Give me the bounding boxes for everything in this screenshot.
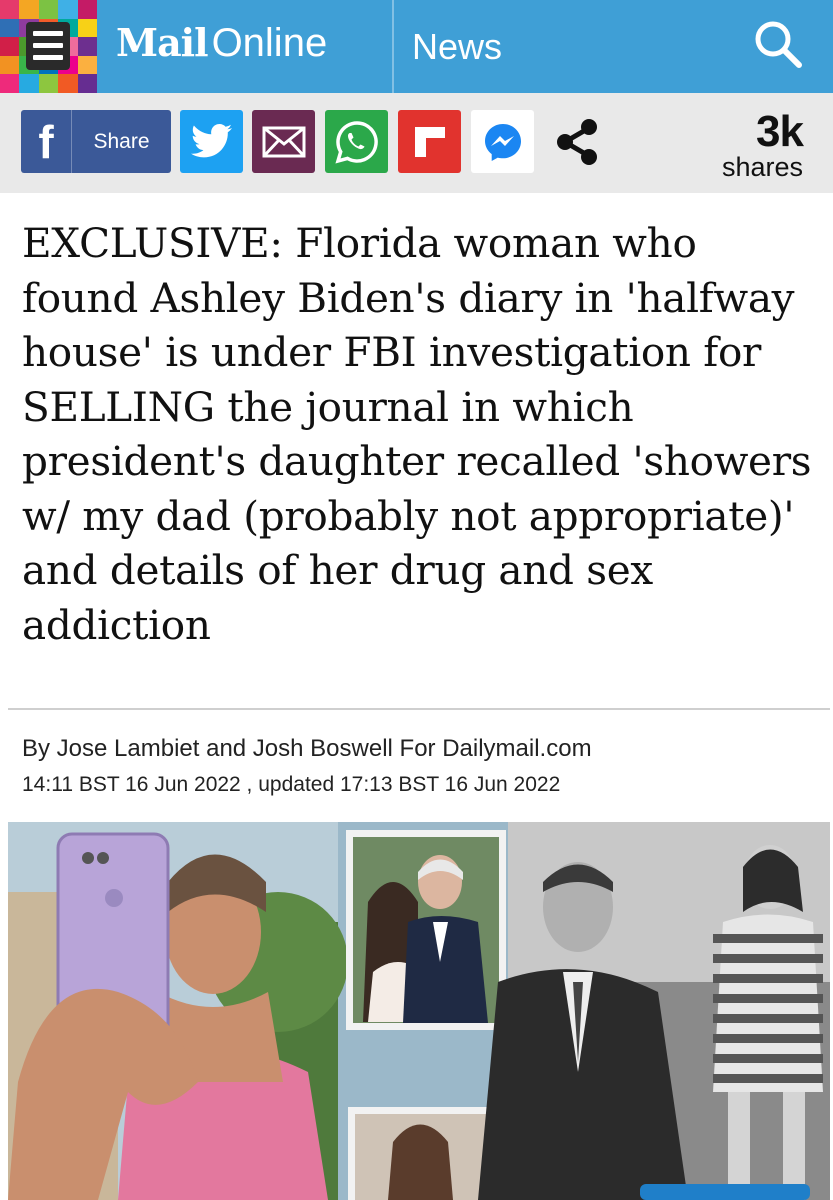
- more-share-button[interactable]: [545, 110, 608, 173]
- menu-icon[interactable]: [26, 22, 70, 70]
- mosaic-tile: [0, 37, 19, 56]
- email-share-button[interactable]: [252, 110, 315, 173]
- whatsapp-share-button[interactable]: [325, 110, 388, 173]
- share-bar: [0, 93, 833, 193]
- email-icon: [262, 126, 306, 158]
- article-byline: By Jose Lambiet and Josh Boswell For Dailymail.com: [22, 735, 592, 762]
- twitter-share-button[interactable]: [180, 110, 243, 173]
- header-divider: [392, 0, 394, 93]
- headline-divider: [8, 708, 830, 710]
- site-header: [0, 0, 833, 93]
- facebook-icon: f: [21, 110, 72, 173]
- mosaic-tile: [0, 56, 19, 75]
- mosaic-tile: [0, 74, 19, 93]
- article-hero-image[interactable]: [8, 822, 830, 1200]
- mosaic-tile: [78, 56, 97, 75]
- section-title[interactable]: News: [412, 26, 503, 67]
- article-headline: EXCLUSIVE: Florida woman who found Ashley Biden's diary in 'halfway house' is under FBI investigation for SELLING the journal in which president's daughter recalled 'showers w/ my dad (probably not appropriate)' and details of her drug and sex addiction: [22, 219, 812, 649]
- mosaic-tile: [78, 19, 97, 38]
- facebook-share-label: Share: [93, 129, 150, 153]
- search-icon[interactable]: [752, 18, 804, 70]
- mosaic-tile: [19, 0, 38, 19]
- mosaic-tile: [39, 0, 58, 19]
- twitter-icon: [191, 124, 233, 160]
- mosaic-tile: [39, 74, 58, 93]
- share-icon: [551, 116, 603, 168]
- mosaic-tile: [19, 74, 38, 93]
- messenger-icon: [482, 121, 524, 163]
- logo-mail: Mail: [116, 20, 208, 65]
- mosaic-tile: [78, 37, 97, 56]
- flipboard-icon: [411, 123, 449, 161]
- facebook-share-button[interactable]: [21, 110, 171, 173]
- mosaic-tile: [58, 74, 77, 93]
- share-count: [721, 107, 803, 182]
- striped-dress: [713, 915, 823, 1093]
- messenger-share-button[interactable]: [471, 110, 534, 173]
- hero-photo-collage: [8, 822, 830, 1200]
- mosaic-tile: [0, 0, 19, 19]
- mosaic-tile: [78, 0, 97, 19]
- mosaic-tile: [78, 74, 97, 93]
- whatsapp-icon: [335, 120, 379, 164]
- mosaic-tile: [0, 19, 19, 38]
- share-count-number: 3k: [756, 107, 803, 156]
- flipboard-share-button[interactable]: [398, 110, 461, 173]
- site-logo[interactable]: [116, 20, 327, 70]
- share-count-label: shares: [721, 152, 803, 182]
- mosaic-tile: [58, 0, 77, 19]
- article-dates: 14:11 BST 16 Jun 2022 , updated 17:13 BST 16 Jun 2022: [22, 773, 561, 796]
- logo-online: Online: [211, 21, 328, 65]
